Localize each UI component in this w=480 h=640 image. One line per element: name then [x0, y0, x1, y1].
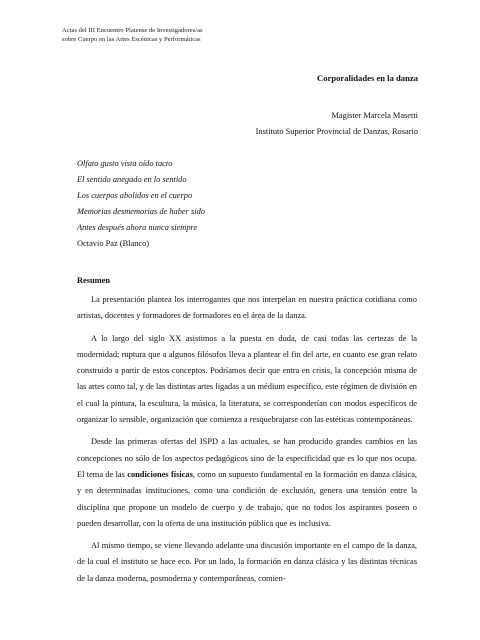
abstract-heading: Resumen	[77, 276, 111, 285]
running-header-line-2: sobre Cuerpo en las Artes Escénicas y Performáticas	[62, 35, 201, 43]
paper-title: Corporalidades en la danza	[317, 73, 418, 83]
running-header-line-1: Actas del III Encuentro Platense de Investigadores/as	[62, 27, 203, 34]
epigraph-verse: El sentido anegado en lo sentido	[77, 175, 187, 185]
abstract-paragraph-2: A lo largo del siglo XX asistimos a la puesta en duda, de casi todas las certezas de la modernidad; ruptura que a algunos filósofos lleva a plantear el fin del arte, en cuanto ese gran relato construido a partir de estos conceptos. Podríamos decir que entra en crisis, la concepción misma de las artes como tal, y de las distintas artes ligadas a un médium específico, este régimen de división en el cual la pintura, la escultura, la música, la literatura, se corresponderían con modos específicos de organizar lo sensible, organización que comienza a resquebrajarse con las estéticas contemporáneas.	[77, 333, 417, 425]
author-institution: Instituto Superior Provincial de Danzas, Rosario	[255, 126, 418, 136]
epigraph-attribution: Octavio Paz (Blanco)	[77, 239, 150, 249]
epigraph-verse: Olfato gusto vista oído tacto	[77, 159, 173, 168]
author-name: Magister Marcela Masetti	[331, 111, 418, 120]
epigraph	[77, 156, 205, 253]
running-header	[62, 27, 203, 44]
author-block	[256, 108, 418, 139]
paragraph-3-text-end: , como un supuesto fundamental en la formación en danza clásica, y en determinadas instituciones, como una condición de exclusión, genera una tensión entre la disciplina que propone un modelo de cuerpo y de trabajo, que no todos los aspirantes poseen o pueden desarrollar, con la oferta de una institución pública que es inclusiva.	[77, 469, 418, 528]
epigraph-verse: Antes después ahora nunca siempre	[77, 223, 198, 233]
abstract-paragraph-4: Al mismo tiempo, se viene llevando adelante una discusión importante en el campo de la danza, de la cual el instituto se hace eco. Por un lado, la formación en danza clásica y las distintas técnicas de la danza moderna, posmoderna y contemporáneas, comien-	[77, 541, 417, 583]
paragraph-3-text-start: Desde las primeras ofertas del ISPD a las actuales, se han producido grandes cambios en las concepciones no sólo de los aspectos pedagógicos sino de la especificidad que es lo que nos ocupa. El tema de las	[77, 437, 417, 479]
epigraph-verse: Los cuerpos abolidos en el cuerpo	[77, 191, 193, 201]
epigraph-verse: Memorias desmemorias de haber sido	[77, 207, 205, 217]
abstract-body	[77, 292, 417, 593]
abstract-paragraph-3	[77, 434, 417, 532]
emphasis-condiciones-fisicas: condiciones físicas	[127, 469, 193, 479]
abstract-paragraph-1: La presentación plantea los interrogantes que nos interpelan en nuestra práctica cotidiana como artistas, docentes y formadores de formadores en el área de la danza.	[77, 295, 417, 321]
